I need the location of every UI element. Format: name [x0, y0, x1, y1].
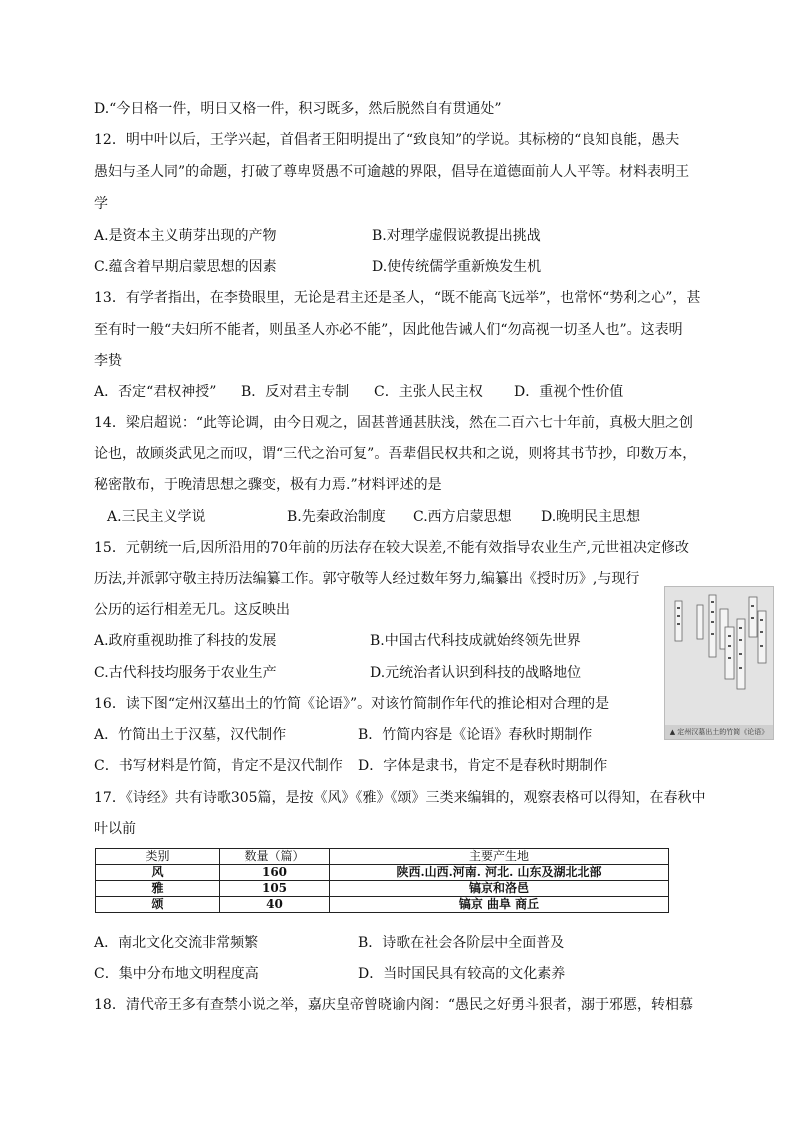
q13-stem-line1: 13．有学者指出，在李贽眼里，无论是君主还是圣人，“既不能高飞远举”，也常怀“势利之心”，甚: [94, 290, 701, 306]
q12-stem-line1: 12．明中叶以后，王学兴起，首倡者王阳明提出了“致良知”的学说。其标榜的“良知良能，愚夫: [94, 132, 680, 148]
q15-stem-line1: 15．元朝统一后,因所沿用的70年前的历法存在较大误差,不能有效指导农业生产,元世祖决定修改: [94, 540, 689, 556]
q16-option-b: B．竹简内容是《论语》春秋时期制作: [358, 727, 593, 743]
q17-option-a: A．南北文化交流非常频繁: [94, 935, 259, 951]
q12-option-a: A.是资本主义萌芽出现的产物: [94, 228, 277, 244]
q13-option-d: D．重视个性价值: [514, 384, 624, 400]
table-header-cell: 类别: [96, 849, 220, 865]
table-row: [96, 865, 669, 881]
table-cell: 陕西.山西.河南. 河北. 山东及湖北北部: [330, 865, 669, 881]
table-row: [96, 897, 669, 913]
bamboo-slips-image: [664, 586, 774, 740]
q14-stem-line1: 14．梁启超说：“此等论调，由今日观之，固甚普通甚肤浅，然在二百六七十年前，真极大胆之创: [94, 415, 693, 431]
q17-option-d: D．当时国民具有较高的文化素养: [358, 966, 566, 982]
table-cell: 风: [96, 865, 220, 881]
q15-stem-line2: 历法,并派郭守敬主持历法编纂工作。郭守敬等人经过数年努力,编纂出《授时历》,与现行: [94, 571, 640, 587]
table-cell: 160: [220, 865, 330, 881]
q13-stem-line3: 李贽: [94, 353, 122, 369]
q13-option-c: C．主张人民主权: [374, 384, 483, 400]
table-header-row: [96, 849, 669, 865]
table-cell: 40: [220, 897, 330, 913]
q17-stem-line1: 17．《诗经》共有诗歌305篇，是按《风》《雅》《颂》三类来编辑的，观察表格可以得知，在春秋中: [94, 790, 706, 806]
q17-option-c: C．集中分布地文明程度高: [94, 966, 259, 982]
q15-option-b: B.中国古代科技成就始终领先世界: [370, 633, 581, 649]
q14-option-d: D.晚明民主思想: [541, 509, 641, 525]
table-header-cell: 数量（篇）: [220, 849, 330, 865]
q16-option-c: C．书写材料是竹简，肯定不是汉代制作: [94, 758, 343, 774]
q14-option-c: C.西方启蒙思想: [413, 509, 512, 525]
q14-stem-line3: 秘密散布，于晚清思想之骤变，极有力焉.”材料评述的是: [94, 477, 442, 493]
q16-option-d: D．字体是隶书，肯定不是春秋时期制作: [358, 758, 608, 774]
table-cell: 镐京 曲阜 商丘: [330, 897, 669, 913]
q12-stem-line2: 愚妇与圣人同”的命题，打破了尊卑贤愚不可逾越的界限，倡导在道德面前人人平等。材料表明王: [94, 164, 690, 180]
table-cell: 颂: [96, 897, 220, 913]
q13-option-a: A．否定“君权神授”: [94, 384, 217, 400]
q14-stem-line2: 论也，故顾炎武见之而叹，谓“三代之治可复”。吾辈倡民权共和之说，则将其书节抄，印数万本，: [94, 446, 697, 462]
bamboo-slips-illustration: [665, 587, 773, 725]
q16-stem: 16．读下图“定州汉墓出土的竹简《论语》”。对该竹简制作年代的推论相对合理的是: [94, 696, 610, 712]
q18-stem-line1: 18．清代帝王多有查禁小说之举，嘉庆皇帝曾晓谕内阁：“愚民之好勇斗狠者，溺于邪慝，转相慕: [94, 997, 693, 1013]
table-row: [96, 881, 669, 897]
poetry-table: [95, 848, 669, 913]
q17-option-b: B．诗歌在社会各阶层中全面普及: [358, 935, 565, 951]
q12-option-b: B.对理学虚假说教提出挑战: [372, 228, 541, 244]
q14-option-a: A.三民主义学说: [107, 509, 206, 525]
q15-stem-line3: 公历的运行相差无几。这反映出: [94, 602, 290, 618]
table-cell: 镐京和洛邑: [330, 881, 669, 897]
q14-option-b: B.先秦政治制度: [287, 509, 386, 525]
q17-stem-line2: 叶以前: [94, 821, 136, 837]
q13-stem-line2: 至有时一般“夫妇所不能者，则虽圣人亦必不能”，因此他告诫人们“勿高视一切圣人也”。这表明: [94, 322, 683, 338]
q13-option-b: B．反对君主专制: [241, 384, 350, 400]
table-cell: 105: [220, 881, 330, 897]
q11-option-d: D.“今日格一件，明日又格一件，积习既多，然后脱然自有贯通处”: [94, 101, 502, 117]
table-header-cell: 主要产生地: [330, 849, 669, 865]
q16-option-a: A．竹简出土于汉墓，汉代制作: [94, 727, 287, 743]
table-cell: 雅: [96, 881, 220, 897]
q12-option-c: C.蕴含着早期启蒙思想的因素: [94, 259, 277, 275]
q15-option-c: C.古代科技均服务于农业生产: [94, 665, 277, 681]
q12-stem-line3: 学: [94, 196, 108, 212]
figure-caption: ▲ 定州汉墓出土的竹简《论语》: [665, 725, 773, 739]
q15-option-a: A.政府重视助推了科技的发展: [94, 633, 277, 649]
q12-option-d: D.使传统儒学重新焕发生机: [372, 259, 542, 275]
q15-option-d: D.元统治者认识到科技的战略地位: [370, 665, 582, 681]
